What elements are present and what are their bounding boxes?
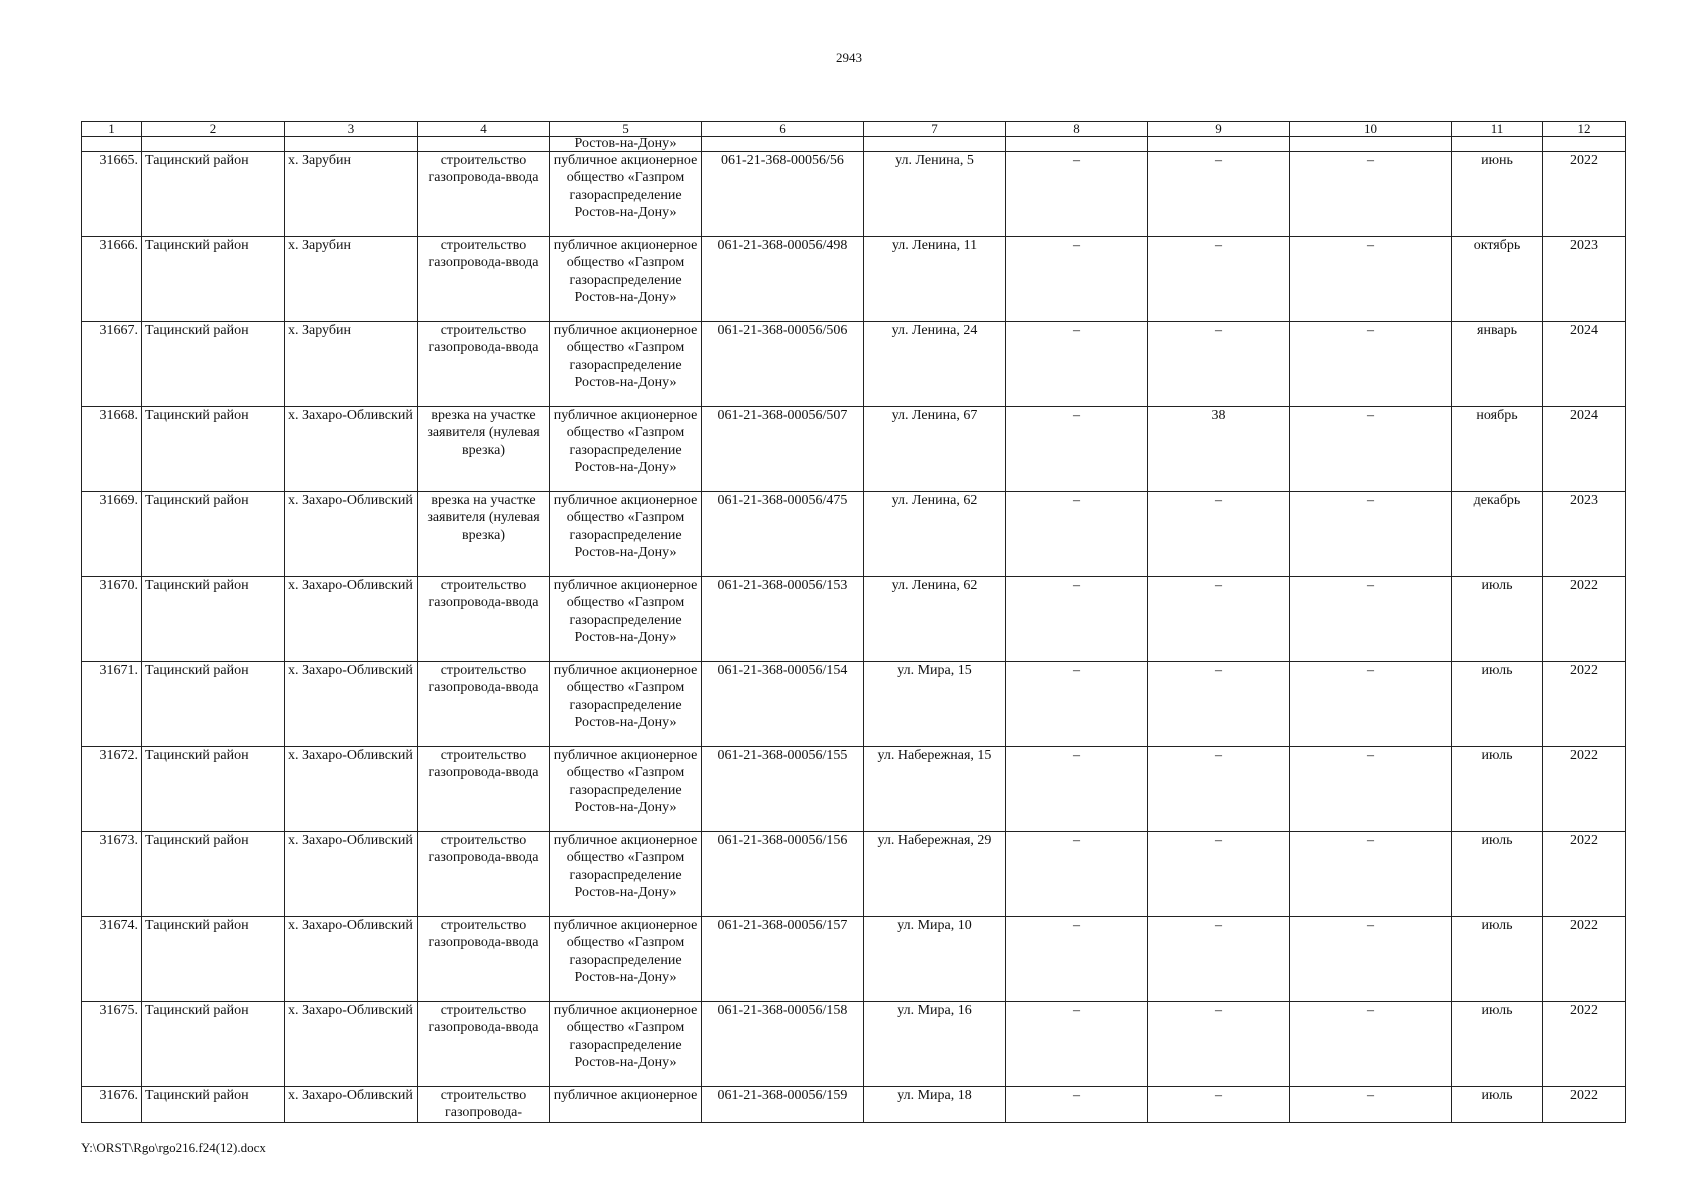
cell-month: декабрь <box>1452 492 1543 577</box>
cell-col9: – <box>1148 832 1290 917</box>
cell-col8: – <box>1006 492 1148 577</box>
cell-address: ул. Ленина, 24 <box>864 322 1006 407</box>
cell-month: ноябрь <box>1452 407 1543 492</box>
cell-code: 061-21-368-00056/159 <box>702 1087 864 1123</box>
cell-col9: – <box>1148 577 1290 662</box>
cell-code: 061-21-368-00056/153 <box>702 577 864 662</box>
cell-col8: – <box>1006 322 1148 407</box>
cell <box>418 137 550 152</box>
cell-address: ул. Мира, 16 <box>864 1002 1006 1087</box>
cell-code: 061-21-368-00056/155 <box>702 747 864 832</box>
table-row <box>82 1002 1626 1087</box>
cell-year: 2022 <box>1543 917 1626 1002</box>
cell-number: 31671. <box>82 662 142 747</box>
cell-year: 2023 <box>1543 492 1626 577</box>
cell-organization: публичное акционерное общество «Газпром газораспределение Ростов-на-Дону» <box>550 322 702 407</box>
cell-col10: – <box>1290 407 1452 492</box>
cell-number: 31673. <box>82 832 142 917</box>
cell-number: 31666. <box>82 237 142 322</box>
cell-month: июль <box>1452 917 1543 1002</box>
cell-col8: – <box>1006 1002 1148 1087</box>
col-header: 1 <box>82 122 142 137</box>
cell-year: 2022 <box>1543 152 1626 237</box>
cell-organization: публичное акционерное общество «Газпром газораспределение Ростов-на-Дону» <box>550 237 702 322</box>
cell-code: 061-21-368-00056/157 <box>702 917 864 1002</box>
cell-settlement: х. Захаро-Обливский <box>285 917 418 1002</box>
cell-organization: публичное акционерное общество «Газпром газораспределение Ростов-на-Дону» <box>550 152 702 237</box>
cell <box>82 137 142 152</box>
cell-code: 061-21-368-00056/156 <box>702 832 864 917</box>
cell <box>142 137 285 152</box>
cell-col10: – <box>1290 917 1452 1002</box>
cell-year: 2022 <box>1543 577 1626 662</box>
cell-address: ул. Ленина, 67 <box>864 407 1006 492</box>
cell-col9: – <box>1148 747 1290 832</box>
col-header: 3 <box>285 122 418 137</box>
cell-district: Тацинский район <box>142 152 285 237</box>
cell-work-type: строительство газопровода- <box>418 1087 550 1123</box>
cell-month: июль <box>1452 662 1543 747</box>
cell <box>1006 137 1148 152</box>
cell-settlement: х. Зарубин <box>285 322 418 407</box>
cell-col8: – <box>1006 747 1148 832</box>
cell-address: ул. Набережная, 29 <box>864 832 1006 917</box>
cell-settlement: х. Зарубин <box>285 152 418 237</box>
col-header: 7 <box>864 122 1006 137</box>
cell-col9: – <box>1148 237 1290 322</box>
cell-number: 31669. <box>82 492 142 577</box>
cell-col10: – <box>1290 577 1452 662</box>
cell-work-type: строительство газопровода-ввода <box>418 747 550 832</box>
cell-organization: публичное акционерное общество «Газпром газораспределение Ростов-на-Дону» <box>550 747 702 832</box>
cell-settlement: х. Захаро-Обливский <box>285 577 418 662</box>
cell-col9: – <box>1148 322 1290 407</box>
cell-col8: – <box>1006 662 1148 747</box>
cell-district: Тацинский район <box>142 747 285 832</box>
cell <box>864 137 1006 152</box>
cell-month: июль <box>1452 577 1543 662</box>
cell-year: 2022 <box>1543 662 1626 747</box>
cell-settlement: х. Захаро-Обливский <box>285 832 418 917</box>
cell-work-type: строительство газопровода-ввода <box>418 832 550 917</box>
cell-col10: – <box>1290 322 1452 407</box>
cell-work-type: строительство газопровода-ввода <box>418 662 550 747</box>
cell-month: июль <box>1452 747 1543 832</box>
cell-month: октябрь <box>1452 237 1543 322</box>
cell <box>1452 137 1543 152</box>
cell-col8: – <box>1006 407 1148 492</box>
cell-organization: публичное акционерное <box>550 1087 702 1123</box>
cell-work-type: строительство газопровода-ввода <box>418 152 550 237</box>
cell-address: ул. Мира, 15 <box>864 662 1006 747</box>
cell-month: июль <box>1452 832 1543 917</box>
cell-number: 31676. <box>82 1087 142 1123</box>
cell-number: 31674. <box>82 917 142 1002</box>
cell-address: ул. Ленина, 62 <box>864 577 1006 662</box>
cell-month: июль <box>1452 1087 1543 1123</box>
table-row <box>82 832 1626 917</box>
cell-col10: – <box>1290 747 1452 832</box>
cell-code: 061-21-368-00056/158 <box>702 1002 864 1087</box>
cell-col10: – <box>1290 832 1452 917</box>
cell-settlement: х. Захаро-Обливский <box>285 662 418 747</box>
cell-address: ул. Набережная, 15 <box>864 747 1006 832</box>
cell-number: 31665. <box>82 152 142 237</box>
cell-col10: – <box>1290 1087 1452 1123</box>
cell <box>702 137 864 152</box>
col-header: 5 <box>550 122 702 137</box>
cell <box>1290 137 1452 152</box>
cell-col9: 38 <box>1148 407 1290 492</box>
cell-organization: публичное акционерное общество «Газпром газораспределение Ростов-на-Дону» <box>550 832 702 917</box>
table-row <box>82 577 1626 662</box>
cell-year: 2024 <box>1543 322 1626 407</box>
table-row <box>82 492 1626 577</box>
table-row <box>82 1087 1626 1123</box>
cell-col8: – <box>1006 1087 1148 1123</box>
cell-settlement: х. Захаро-Обливский <box>285 1087 418 1123</box>
cell-organization: публичное акционерное общество «Газпром газораспределение Ростов-на-Дону» <box>550 577 702 662</box>
cell-year: 2022 <box>1543 832 1626 917</box>
cell-work-type: строительство газопровода-ввода <box>418 237 550 322</box>
cell-district: Тацинский район <box>142 577 285 662</box>
cell-col8: – <box>1006 152 1148 237</box>
cell-col10: – <box>1290 662 1452 747</box>
cell-number: 31672. <box>82 747 142 832</box>
cell-col8: – <box>1006 832 1148 917</box>
cell-code: 061-21-368-00056/154 <box>702 662 864 747</box>
cell-col9: – <box>1148 662 1290 747</box>
cell-district: Тацинский район <box>142 237 285 322</box>
cell-organization: публичное акционерное общество «Газпром газораспределение Ростов-на-Дону» <box>550 917 702 1002</box>
cell-year: 2023 <box>1543 237 1626 322</box>
cell-col9: – <box>1148 1087 1290 1123</box>
cell-district: Тацинский район <box>142 1002 285 1087</box>
cell-col10: – <box>1290 237 1452 322</box>
cell-month: июнь <box>1452 152 1543 237</box>
cell-year: 2022 <box>1543 1002 1626 1087</box>
table-row <box>82 917 1626 1002</box>
cell-settlement: х. Захаро-Обливский <box>285 1002 418 1087</box>
cell-address: ул. Ленина, 62 <box>864 492 1006 577</box>
cell-settlement: х. Захаро-Обливский <box>285 492 418 577</box>
cell-col10: – <box>1290 1002 1452 1087</box>
cell-year: 2022 <box>1543 747 1626 832</box>
table-row <box>82 747 1626 832</box>
table-row <box>82 662 1626 747</box>
cell-work-type: врезка на участке заявителя (нулевая врезка) <box>418 407 550 492</box>
cell-code: 061-21-368-00056/498 <box>702 237 864 322</box>
cell-work-type: строительство газопровода-ввода <box>418 1002 550 1087</box>
cell-settlement: х. Зарубин <box>285 237 418 322</box>
cell-work-type: врезка на участке заявителя (нулевая врезка) <box>418 492 550 577</box>
cell-number: 31675. <box>82 1002 142 1087</box>
cell-organization: публичное акционерное общество «Газпром газораспределение Ростов-на-Дону» <box>550 662 702 747</box>
cell-year: 2022 <box>1543 1087 1626 1123</box>
cell-settlement: х. Захаро-Обливский <box>285 747 418 832</box>
table-row <box>82 237 1626 322</box>
cell-organization: публичное акционерное общество «Газпром газораспределение Ростов-на-Дону» <box>550 407 702 492</box>
cell-settlement: х. Захаро-Обливский <box>285 407 418 492</box>
cell-month: июль <box>1452 1002 1543 1087</box>
col-header: 4 <box>418 122 550 137</box>
cell-col8: – <box>1006 237 1148 322</box>
table-row <box>82 322 1626 407</box>
cell-code: 061-21-368-00056/56 <box>702 152 864 237</box>
cell <box>1543 137 1626 152</box>
cell-address: ул. Ленина, 11 <box>864 237 1006 322</box>
cell-year: 2024 <box>1543 407 1626 492</box>
cell-number: 31670. <box>82 577 142 662</box>
cell-number: 31668. <box>82 407 142 492</box>
cell-district: Тацинский район <box>142 662 285 747</box>
cell-district: Тацинский район <box>142 917 285 1002</box>
col-header: 8 <box>1006 122 1148 137</box>
col-header: 6 <box>702 122 864 137</box>
cell-code: 061-21-368-00056/506 <box>702 322 864 407</box>
cell-work-type: строительство газопровода-ввода <box>418 917 550 1002</box>
cell-organization: публичное акционерное общество «Газпром газораспределение Ростов-на-Дону» <box>550 492 702 577</box>
cell-address: ул. Ленина, 5 <box>864 152 1006 237</box>
data-table <box>81 121 1626 1123</box>
table-row <box>82 152 1626 237</box>
page-number: 2943 <box>836 50 862 65</box>
cell-col8: – <box>1006 577 1148 662</box>
cell-code: 061-21-368-00056/507 <box>702 407 864 492</box>
cell-address: ул. Мира, 10 <box>864 917 1006 1002</box>
cell <box>285 137 418 152</box>
col-header: 11 <box>1452 122 1543 137</box>
cell-col10: – <box>1290 492 1452 577</box>
file-path-footer: Y:\ORST\Rgo\rgo216.f24(12).docx <box>81 1140 266 1155</box>
col-header: 9 <box>1148 122 1290 137</box>
cell-code: 061-21-368-00056/475 <box>702 492 864 577</box>
cell-district: Тацинский район <box>142 407 285 492</box>
cell-col9: – <box>1148 152 1290 237</box>
column-number-header <box>82 122 1626 137</box>
table-row <box>82 407 1626 492</box>
cell-col9: – <box>1148 917 1290 1002</box>
cell-organization: публичное акционерное общество «Газпром газораспределение Ростов-на-Дону» <box>550 1002 702 1087</box>
cell-work-type: строительство газопровода-ввода <box>418 577 550 662</box>
cell-col8: – <box>1006 917 1148 1002</box>
cell-month: январь <box>1452 322 1543 407</box>
col-header: 2 <box>142 122 285 137</box>
cell-number: 31667. <box>82 322 142 407</box>
cell-district: Тацинский район <box>142 1087 285 1123</box>
cell-district: Тацинский район <box>142 832 285 917</box>
col-header: 10 <box>1290 122 1452 137</box>
cell-address: ул. Мира, 18 <box>864 1087 1006 1123</box>
continuation-row <box>82 137 1626 152</box>
cell-work-type: строительство газопровода-ввода <box>418 322 550 407</box>
cell-col9: – <box>1148 1002 1290 1087</box>
cell-col9: – <box>1148 492 1290 577</box>
col-header: 12 <box>1543 122 1626 137</box>
cell-org-continuation: Ростов-на-Дону» <box>550 137 702 152</box>
cell <box>1148 137 1290 152</box>
cell-col10: – <box>1290 152 1452 237</box>
cell-district: Тацинский район <box>142 492 285 577</box>
cell-district: Тацинский район <box>142 322 285 407</box>
